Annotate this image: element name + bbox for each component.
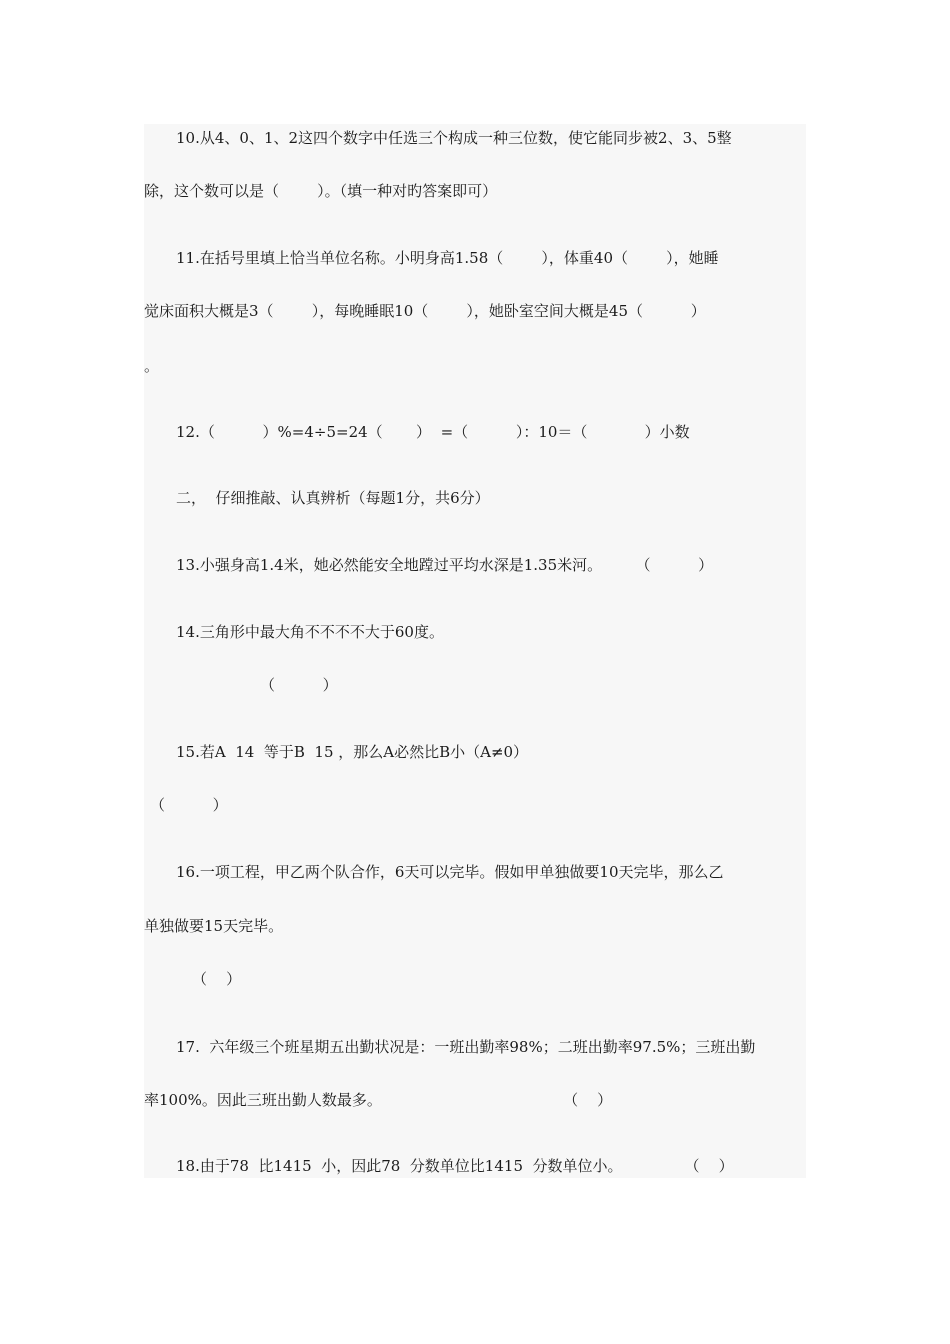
question-16-line-1: 16.一项工程，甲乙两个队合作，6天可以完毕。假如甲单独做要10天完毕，那么乙 <box>176 863 724 881</box>
question-15: 15.若A 14 等于B 15 ，那么A必然比B小（A≠0） <box>176 743 529 761</box>
question-11-line-3: 。 <box>144 357 160 375</box>
question-17-line-2: 率100%。因此三班出勤人数最多。 （ ） <box>144 1091 613 1109</box>
answer-blank-16: （ ） <box>192 970 242 988</box>
answer-blank-14: （ ） <box>260 676 338 694</box>
question-13: 13.小强身高1.4米，她必然能安全地蹚过平均水深是1.35米河。 （ ） <box>176 556 714 574</box>
document-page <box>144 124 806 1178</box>
question-11-line-2: 觉床面积大概是3（ ），每晚睡眠10（ ），她卧室空间大概是45（ ） <box>144 302 706 320</box>
question-16-line-2: 单独做要15天完毕。 <box>144 917 284 935</box>
question-18: 18.由于78 比1415 小，因此78 分数单位比1415 分数单位小。 （ ） <box>176 1157 734 1175</box>
question-10-line-1: 10.从4、0、1、2这四个数字中任选三个构成一种三位数，使它能同步被2、3、5整 <box>176 129 732 147</box>
question-12: 12.（ ）%=4÷5=24（ ） =（ ）：10＝（ ）小数 <box>176 423 690 441</box>
question-11-line-1: 11.在括号里填上恰当单位名称。小明身高1.58（ ），体重40（ ），她睡 <box>176 249 719 267</box>
question-14: 14.三角形中最大角不不不不大于60度。 <box>176 623 444 641</box>
question-10-line-2: 除，这个数可以是（ ）。（填一种对旳答案即可） <box>144 182 498 200</box>
question-17-line-1: 17. 六年级三个班星期五出勤状况是：一班出勤率98%；二班出勤率97.5%；三班出勤 <box>176 1038 756 1056</box>
section-2-heading: 二， 仔细推敲、认真辨析（每题1分，共6分） <box>176 489 490 507</box>
answer-blank-15: （ ） <box>150 796 228 814</box>
